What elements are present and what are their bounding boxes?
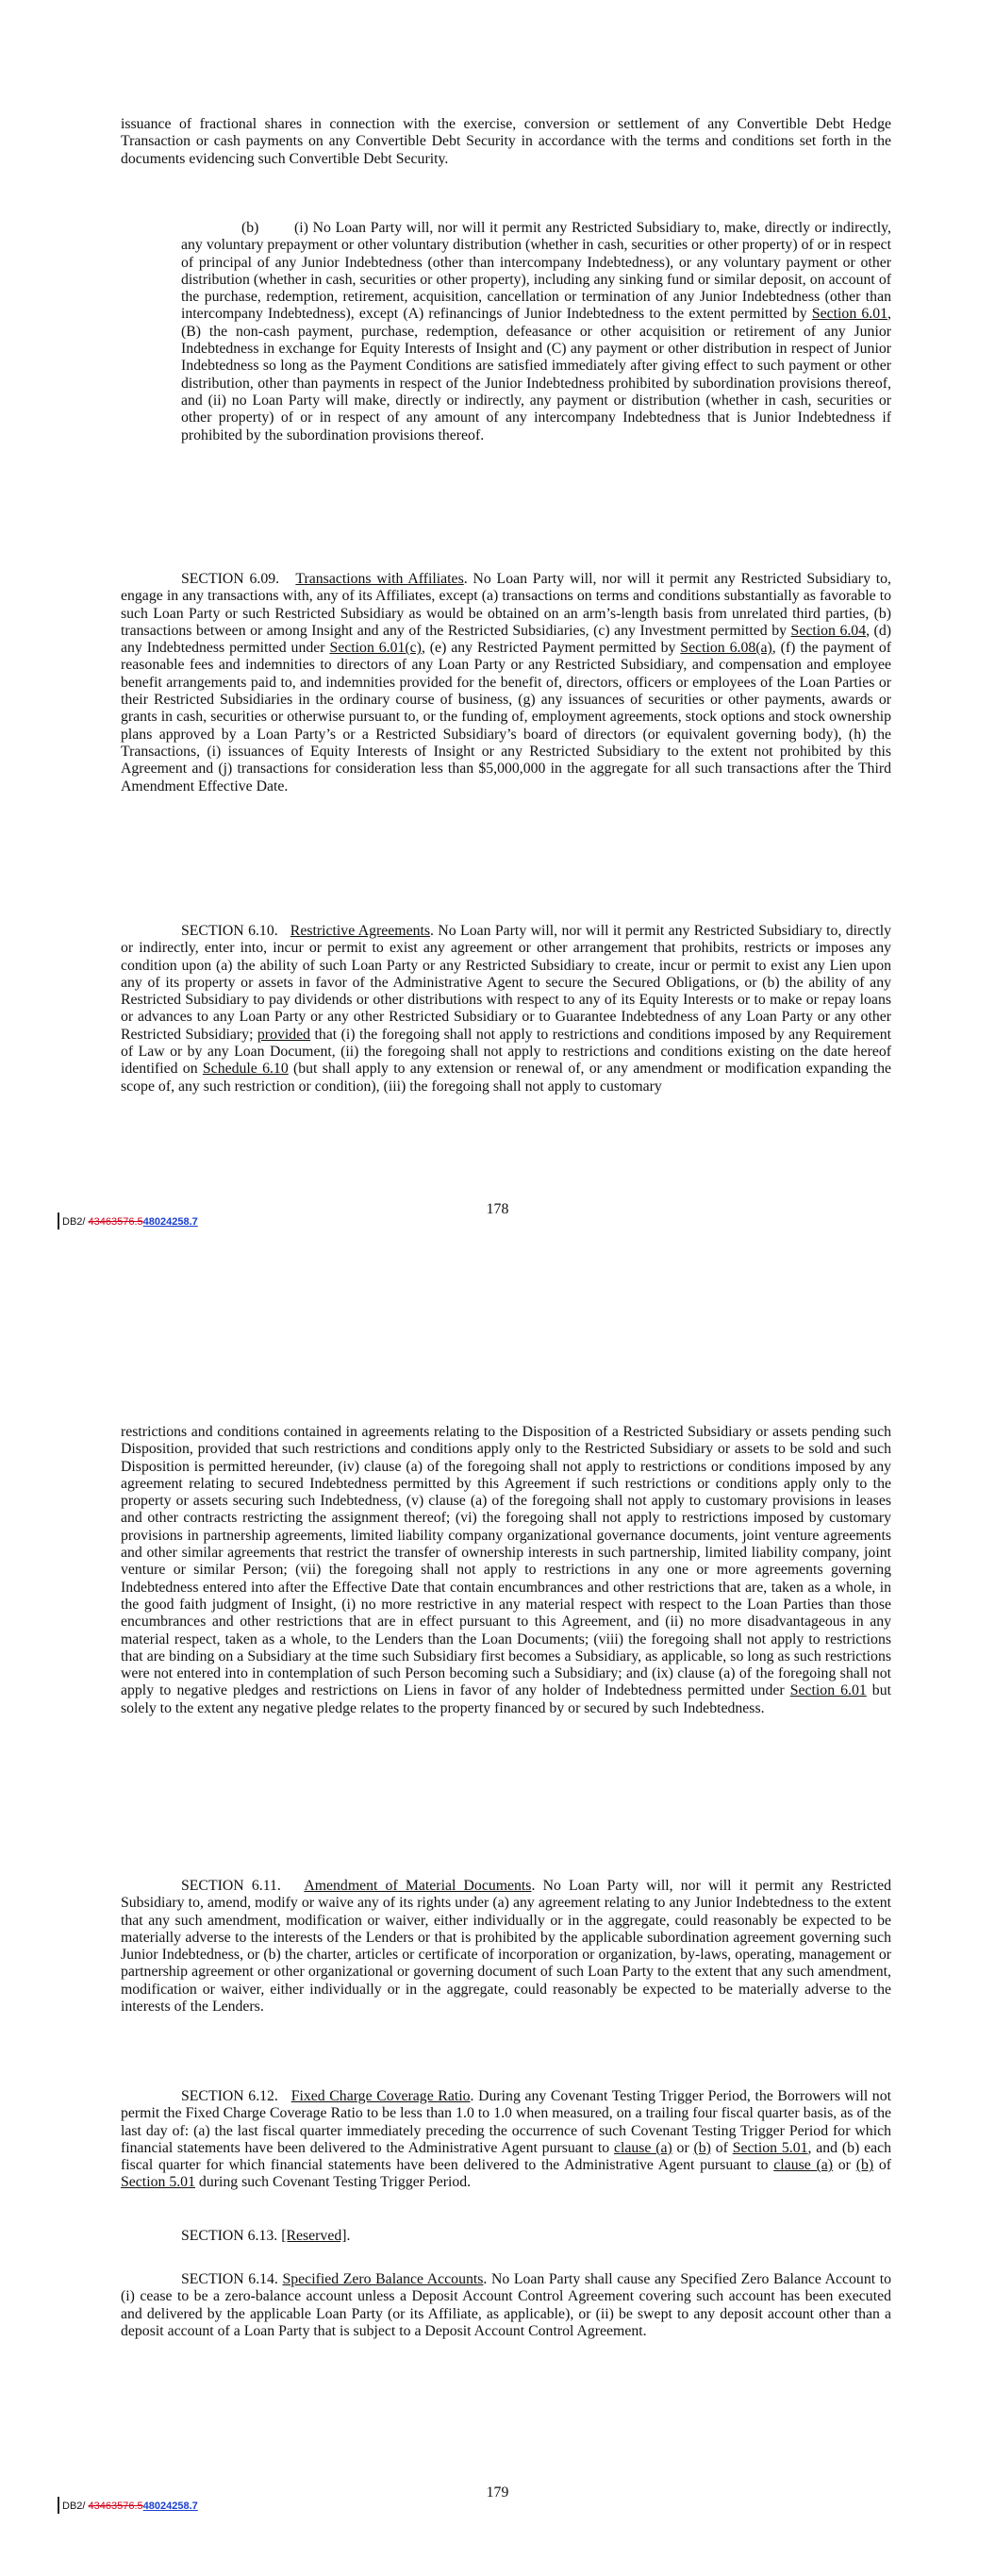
paragraph-text: . No Loan Party will, nor will it permit any Restricted Subsidiary to, directly or indirectly, enter into, incur or permit to exist any agreement or other arrangement that prohibits, restricts or imposes any condition upon (a) the ability of such Loan Party or any Restricted Subsidiary to create, incur or permit to exist any Lien upon any of its property or assets in favor of the Administrative Agent to secure the Secured Obligations, or (b) the ability of any Restricted Subsidiary to pay dividends or other distributions with respect to any of its Equity Interests or to make or repay loans or advances to any Loan Party or any other Restricted Subsidiary or to Guarantee Indebtedness of any Loan Party or any other Restricted Subsidiary; (121, 923, 891, 1043)
paragraph-text: (b) (i) No Loan Party will, nor will it permit any Restricted Subsidiary to, make, directly or indirectly, any voluntary prepayment or other voluntary distribution (whether in cash, securities or other property) of or in respect of principal of any Junior Indebtedness (other than intercompany Indebtedness), or any voluntary payment or other distribution (whether in cash, securities or other property), including any sinking fund or similar deposit, on account of the purchase, redemption, retirement, acquisition, cancellation or termination of any Junior Indebtedness (other than intercompany Indebtedness), except (A) refinancings of Junior Indebtedness to the extent permitted by (181, 220, 891, 323)
section-number: SECTION 6.14. (181, 2271, 278, 2287)
paragraph-continuation (121, 116, 891, 168)
section-number: SECTION 6.10. (181, 923, 278, 939)
section-number: SECTION 6.12. (181, 2088, 278, 2104)
paragraph-text: restrictions and conditions contained in agreements relating to the Disposition of a Restricted Subsidiary or assets pending such Disposition, provided that such restrictions and conditions apply only to the Restricted Subsidiary or assets to be sold and such Disposition is permitted hereunder, (iv) clause (a) of the foregoing shall not apply to restrictions or conditions imposed by any agreement relating to secured Indebtedness permitted by this Agreement if such restrictions or conditions apply only to the property or assets securing such Indebtedness, (v) clause (a) of the foregoing shall not apply to customary provisions in leases and other contracts restricting the assignment thereof; (vi) the foregoing shall not apply to restrictions imposed by customary provisions in partnership agreements, limited liability company organizational governance documents, joint venture agreements and other similar agreements that restrict the transfer of ownership interests in such partnership, limited liability company, joint venture or similar Person; (vii) the foregoing shall not apply to restrictions in any one or more agreements governing Indebtedness entered into after the Effective Date that contain encumbrances and other restrictions that are, taken as a whole, in the good faith judgment of Insight, (i) no more restrictive in any material respect with respect to the Loan Parties than those encumbrances and other restrictions that are in effect pursuant to this Agreement, and (ii) no more disadvantageous in any material respect, taken as a whole, to the Lenders than the Loan Documents; (viii) the foregoing shall not apply to restrictions that are binding on a Subsidiary at the time such Subsidiary first becomes a Subsidiary, as applicable, so long as such restrictions were not entered into in contemplation of such Person becoming such a Subsidiary; and (ix) clause (a) of the foregoing shall not apply to negative pledges and restrictions on Liens in favor of any holder of Indebtedness permitted under (121, 1424, 891, 1699)
paragraph-text: , (f) the payment of reasonable fees and indemnities to directors of any Loan Party or any Restricted Subsidiary, and compensation and employee benefit arrangements paid to, and indemnities provided for the benefit of, directors, officers or employees of the Loan Parties or their Restricted Subsidiaries in the ordinary course of business, (g) any issuances of securities or other payments, awards or grants in cash, securities or otherwise pursuant to, or the funding of, employment agreements, stock options and stock ownership plans approved by a Loan Party’s or a Restricted Subsidiary’s board of directors (or equivalent governing body), (h) the Transactions, (i) issuances of Equity Interests of Insight or any Restricted Subsidiary to the extent not prohibited by this Agreement and (j) transactions for consideration less than $5,000,000 in the aggregate for all such transactions after the Third Amendment Effective Date. (121, 640, 892, 795)
defined-term: provided (257, 1026, 311, 1043)
section-reference: Section 6.08(a) (680, 640, 772, 657)
section-number: SECTION 6.11. (181, 1878, 281, 1894)
section-heading: Transactions with Affiliates (295, 571, 464, 587)
section-heading: Fixed Charge Coverage Ratio (290, 2088, 471, 2104)
section-heading: [Reserved] (281, 2228, 347, 2244)
paragraph-text: , and (b) each fiscal quarter for which financial statements have been delivered to the Administrative Agent pursuant to (121, 2139, 891, 2174)
paragraph-text: . No Loan Party will, nor will it permit any Restricted Subsidiary to, amend, modify or waive any of its rights under (a) any agreement relating to any Junior Indebtedness to the extent that any such amendment, modification or waiver, either individually or in the aggregate, could reasonably be expected to be materially adverse to the interests of the Lenders or that is prohibited by the applicable subordination agreement governing such Junior Indebtedness, or (b) the charter, articles or certificate of incorporation or organization, by-laws, operating, management or partnership agreement or other organizational or governing document of such Loan Party to the extent that any such amendment, modification or waiver, either individually or in the aggregate, could reasonably be expected to be materially adverse to the interests of the Lenders. (121, 1878, 892, 2016)
paragraph-text: , (e) any Restricted Payment permitted by (421, 640, 681, 657)
footer-new-id: 48024258.7 (142, 2501, 198, 2512)
paragraph-text: . No Loan Party shall cause any Specified Zero Balance Account to (i) cease to be a zero-balance account unless a Deposit Account Control Agreement covering such account has been executed and delivered by the applicable Loan Party (or its Affiliate, as applicable), or (ii) be swept to any deposit account other than a deposit account of a Loan Party that is subject to a Deposit Account Control Agreement. (121, 2271, 891, 2339)
footer-prefix: DB2/ (62, 2501, 89, 2512)
paragraph-text: or (672, 2139, 694, 2156)
paragraph-text: of (873, 2157, 892, 2174)
paragraph-text: but solely to the extent any negative pledge relates to the property financed by or secured by such Indebtedness. (121, 1682, 891, 1716)
page-179 (0, 1288, 995, 2576)
section-reference: Section 5.01 (121, 2174, 195, 2191)
change-bar (58, 2497, 59, 2514)
paragraph-text: . No Loan Party will, nor will it permit any Restricted Subsidiary to, engage in any transactions with, any of its Affiliates, except (a) transactions on terms and conditions substantially as favorable to such Loan Party or such Restricted Subsidiary as would be obtained on an arm’s-length basis from unrelated third parties, (b) transactions between or among Insight and any of the Restricted Subsidiaries, (c) any Investment permitted by (121, 571, 891, 639)
section-6-12 (121, 2088, 891, 2192)
paragraph-text: during such Covenant Testing Trigger Period. (194, 2174, 472, 2191)
clause-reference: clause (a) (613, 2139, 672, 2156)
paragraph-text: . During any Covenant Testing Trigger Period, the Borrowers will not permit the Fixed Charge Coverage Ratio to be less than 1.0 to 1.0 when measured, on a trailing four fiscal quarter basis, as of the last day of: (a) the last fiscal quarter immediately preceding the occurrence of such Covenant Testing Trigger Period for which financial statements have been delivered to the Administrative Agent pursuant to (121, 2088, 891, 2156)
section-reference: Section 6.04 (790, 622, 867, 639)
section-6-11 (121, 1878, 891, 2016)
section-reference: Section 6.01(c) (329, 640, 422, 657)
paragraph-text: , (B) the non-cash payment, purchase, redemption, defeasance or other acquisition or retirement of any Junior Indebtedness in exchange for Equity Interests of Insight and (C) any payment or other distribution in respect of Junior Indebtedness so long as the Payment Conditions are satisfied immediately after giving effect to such payment or other distribution, other than payments in respect of the Junior Indebtedness prohibited by subordination provisions thereof, and (ii) no Loan Party will make, directly or indirectly, any payment or distribution (whether in cash, securities or other property) of or in respect of any amount of any intercompany Indebtedness that is Junior Indebtedness if prohibited by the subordination provisions thereof. (181, 306, 891, 443)
paragraph-text: (but shall apply to any extension or renewal of, or any amendment or modification expanding the scope of, any such restriction or condition), (iii) the foregoing shall not apply to customary (121, 1061, 892, 1095)
paragraph-text: issuance of fractional shares in connection with the exercise, conversion or settlement of any Convertible Debt Hedge Transaction or cash payments on any Convertible Debt Security in accordance with the terms and conditions set forth in the documents evidencing such Convertible Debt Security. (121, 116, 891, 167)
document-footer (62, 1216, 198, 1228)
section-6-09 (121, 571, 891, 795)
footer-old-id: 43463576.5 (88, 2501, 143, 2512)
paragraph-text: of (710, 2139, 733, 2156)
section-heading: Restrictive Agreements (290, 923, 431, 939)
clause-reference: (b) (855, 2157, 874, 2174)
paragraph-text: . (346, 2228, 351, 2244)
footer-old-id: 43463576.5 (88, 1216, 143, 1228)
section-reference: Section 5.01 (732, 2139, 808, 2156)
section-6-14 (121, 2271, 891, 2340)
schedule-reference: Schedule 6.10 (202, 1061, 289, 1078)
paragraph-text: that (i) the foregoing shall not apply to restrictions and conditions imposed by any Requirement of Law or by any Loan Document, (ii) the foregoing shall not apply to restrictions and conditions existing on the date hereof identified on (121, 1026, 891, 1078)
paragraph-text: , (d) any Indebtedness permitted under (121, 622, 891, 657)
page-number: 179 (486, 2484, 509, 2501)
section-reference: Section 6.01 (811, 306, 888, 323)
document-footer (62, 2501, 198, 2512)
section-6-10 (121, 923, 891, 1096)
section-heading: Specified Zero Balance Accounts (282, 2271, 484, 2287)
paragraph-text: or (833, 2157, 856, 2174)
clause-reference: clause (a) (773, 2157, 834, 2174)
section-number: SECTION 6.09. (181, 571, 280, 587)
clause-reference: (b) (693, 2139, 711, 2156)
paragraph-continuation (121, 1424, 891, 1717)
section-6-13 (121, 2228, 891, 2245)
page-number: 178 (486, 1201, 509, 1217)
paragraph-6-08-b (181, 220, 891, 444)
section-number: SECTION 6.13. (181, 2228, 278, 2244)
footer-prefix: DB2/ (62, 1216, 89, 1228)
footer-new-id: 48024258.7 (142, 1216, 198, 1228)
change-bar (58, 1213, 59, 1229)
section-reference: Section 6.01 (789, 1682, 867, 1699)
section-heading: Amendment of Material Documents (304, 1878, 532, 1894)
